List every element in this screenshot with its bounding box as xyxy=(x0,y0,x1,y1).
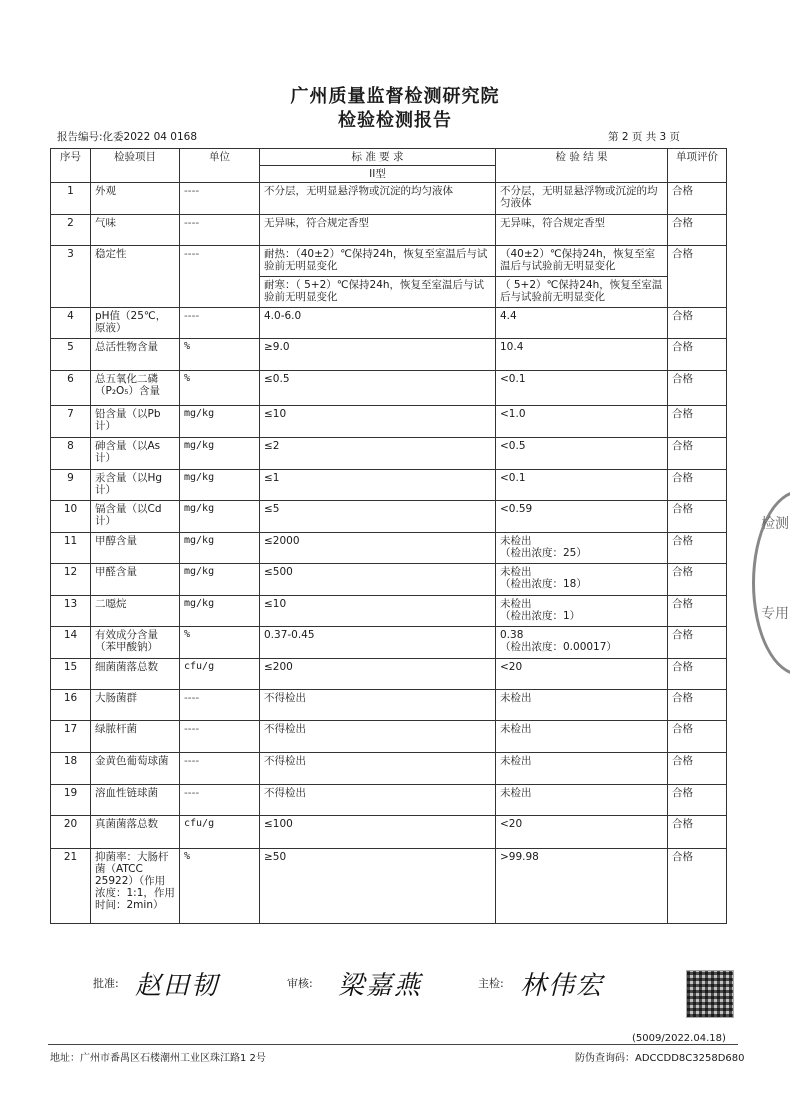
row-item: pH值（25℃，原液） xyxy=(91,308,180,339)
row-evaluation: 合格 xyxy=(668,785,727,816)
row-unit: ---- xyxy=(180,721,260,753)
row-no: 20 xyxy=(51,816,91,849)
header-no: 序号 xyxy=(51,149,91,183)
row-result-note: （检出浓度：0.00017） xyxy=(500,641,617,654)
row-no: 6 xyxy=(51,371,91,406)
row-item: 镉含量（以Cd计） xyxy=(91,501,180,533)
table-row xyxy=(51,627,727,659)
row-item: 稳定性 xyxy=(91,246,180,308)
row-result-cell xyxy=(496,406,668,438)
row-no: 19 xyxy=(51,785,91,816)
row-result-note: （检出浓度：1） xyxy=(500,610,581,623)
row-result-cell xyxy=(496,533,668,564)
row-no: 11 xyxy=(51,533,91,564)
main-inspector-label: 主检: xyxy=(478,977,504,990)
row-requirement: ≤2000 xyxy=(260,533,496,564)
row-evaluation: 合格 xyxy=(668,690,727,721)
row-result-cell xyxy=(496,596,668,627)
row-result-cell xyxy=(496,785,668,816)
row-requirement: ≤100 xyxy=(260,816,496,849)
row-no: 8 xyxy=(51,438,91,470)
row-unit: ---- xyxy=(180,246,260,308)
table-row xyxy=(51,183,727,215)
row-evaluation: 合格 xyxy=(668,564,727,596)
table-row xyxy=(51,564,727,596)
institute-title: 广州质量监督检测研究院 xyxy=(290,86,500,107)
row-evaluation: 合格 xyxy=(668,339,727,371)
row-unit: mg/kg xyxy=(180,533,260,564)
table-row xyxy=(51,849,727,924)
row-evaluation: 合格 xyxy=(668,596,727,627)
table-row xyxy=(51,308,727,339)
row-requirement: ≤500 xyxy=(260,564,496,596)
table-row xyxy=(51,753,727,785)
table-row xyxy=(51,690,727,721)
row-result: 10.4 xyxy=(500,341,524,354)
row-result-cell xyxy=(496,215,668,246)
row-unit: mg/kg xyxy=(180,438,260,470)
row-requirement-2: 耐寒：（ 5+2）℃保持24h，恢复至室温后与试验前无明显变化 xyxy=(260,277,496,308)
row-result: 未检出 xyxy=(500,692,532,705)
row-result-note: （检出浓度：25） xyxy=(500,547,587,560)
row-result-cell xyxy=(496,753,668,785)
row-result: <0.1 xyxy=(500,373,526,386)
row-evaluation: 合格 xyxy=(668,215,727,246)
table-row xyxy=(51,501,727,533)
row-no: 10 xyxy=(51,501,91,533)
row-no: 14 xyxy=(51,627,91,659)
row-result-cell xyxy=(496,339,668,371)
row-item: 抑菌率：大肠杆菌（ATCC 25922）（作用浓度：1:1，作用时间：2min） xyxy=(91,849,180,924)
row-evaluation: 合格 xyxy=(668,183,727,215)
table-row xyxy=(51,533,727,564)
row-requirement: 0.37-0.45 xyxy=(260,627,496,659)
row-result-cell xyxy=(496,849,668,924)
row-requirement: 不得检出 xyxy=(260,690,496,721)
row-requirement: ≤200 xyxy=(260,659,496,690)
approve-label: 批准: xyxy=(93,977,119,990)
row-evaluation: 合格 xyxy=(668,659,727,690)
row-requirement: 耐热：（40±2）℃保持24h，恢复至室温后与试验前无明显变化 xyxy=(260,246,496,277)
table-row xyxy=(51,371,727,406)
row-unit: mg/kg xyxy=(180,501,260,533)
row-result-cell xyxy=(496,438,668,470)
header-eval: 单项评价 xyxy=(668,149,727,183)
row-no: 9 xyxy=(51,470,91,501)
row-result: 未检出 xyxy=(500,566,532,579)
row-item: 总活性物含量 xyxy=(91,339,180,371)
form-version: (5009/2022.04.18) xyxy=(632,1033,726,1044)
row-evaluation: 合格 xyxy=(668,533,727,564)
header-unit: 单位 xyxy=(180,149,260,183)
row-item: 外观 xyxy=(91,183,180,215)
row-item: 有效成分含量（苯甲酸钠） xyxy=(91,627,180,659)
address: 地址：广州市番禺区石楼潮州工业区珠江路1 2号 xyxy=(50,1053,266,1064)
row-result-cell xyxy=(496,371,668,406)
row-requirement: ≤2 xyxy=(260,438,496,470)
row-item: 细菌菌落总数 xyxy=(91,659,180,690)
row-requirement: 不分层，无明显悬浮物或沉淀的均匀液体 xyxy=(260,183,496,215)
row-requirement: 不得检出 xyxy=(260,753,496,785)
row-evaluation: 合格 xyxy=(668,816,727,849)
row-result-cell xyxy=(496,183,668,215)
row-result: >99.98 xyxy=(500,851,539,864)
anticounterfeit-code: 防伪查询码：ADCCDD8C3258D680 xyxy=(575,1053,745,1064)
row-unit: ---- xyxy=(180,308,260,339)
row-result: 未检出 xyxy=(500,535,532,548)
table-row xyxy=(51,438,727,470)
table-row xyxy=(51,596,727,627)
row-evaluation: 合格 xyxy=(668,246,727,308)
row-result: <20 xyxy=(500,661,523,674)
row-result: 4.4 xyxy=(500,310,517,323)
row-requirement: ≥50 xyxy=(260,849,496,924)
row-no: 13 xyxy=(51,596,91,627)
table-row xyxy=(51,215,727,246)
row-no: 4 xyxy=(51,308,91,339)
row-item: 汞含量（以Hg计） xyxy=(91,470,180,501)
row-item: 大肠菌群 xyxy=(91,690,180,721)
row-result: 未检出 xyxy=(500,755,532,768)
row-unit: ---- xyxy=(180,753,260,785)
footer-rule xyxy=(48,1044,738,1045)
report-title: 检验检测报告 xyxy=(338,110,452,131)
row-unit: mg/kg xyxy=(180,564,260,596)
results-table xyxy=(50,148,727,924)
row-no: 15 xyxy=(51,659,91,690)
row-no: 12 xyxy=(51,564,91,596)
row-item: 总五氧化二磷（P₂O₅）含量 xyxy=(91,371,180,406)
row-item: 绿脓杆菌 xyxy=(91,721,180,753)
row-requirement: ≥9.0 xyxy=(260,339,496,371)
row-no: 1 xyxy=(51,183,91,215)
row-no: 17 xyxy=(51,721,91,753)
row-unit: mg/kg xyxy=(180,470,260,501)
row-result-cell xyxy=(496,501,668,533)
row-item: 甲醛含量 xyxy=(91,564,180,596)
row-requirement: 无异味，符合规定香型 xyxy=(260,215,496,246)
row-result-note: （检出浓度：18） xyxy=(500,578,587,591)
table-row xyxy=(51,785,727,816)
row-result-cell xyxy=(496,564,668,596)
row-unit: % xyxy=(180,339,260,371)
row-item: 砷含量（以As计） xyxy=(91,438,180,470)
row-result-cell xyxy=(496,627,668,659)
row-requirement: ≤10 xyxy=(260,406,496,438)
row-result: <0.1 xyxy=(500,472,526,485)
row-requirement: 4.0-6.0 xyxy=(260,308,496,339)
table-row xyxy=(51,470,727,501)
row-item: 金黄色葡萄球菌 xyxy=(91,753,180,785)
table-row xyxy=(51,339,727,371)
row-evaluation: 合格 xyxy=(668,406,727,438)
header-item: 检验项目 xyxy=(91,149,180,183)
row-result: 未检出 xyxy=(500,598,532,611)
row-result: <1.0 xyxy=(500,408,526,421)
review-signature: 梁嘉燕 xyxy=(338,971,423,1001)
main-inspector-signature: 林伟宏 xyxy=(520,971,605,1001)
table-row xyxy=(51,721,727,753)
page-indicator: 第 2 页 共 3 页 xyxy=(608,131,681,143)
row-result: <20 xyxy=(500,818,523,831)
row-item: 气味 xyxy=(91,215,180,246)
row-evaluation: 合格 xyxy=(668,721,727,753)
row-result-cell xyxy=(496,659,668,690)
row-evaluation: 合格 xyxy=(668,753,727,785)
row-no: 21 xyxy=(51,849,91,924)
row-result: 0.38 xyxy=(500,629,524,642)
report-number: 报告编号:化委2022 04 0168 xyxy=(57,131,198,143)
row-result-cell xyxy=(496,721,668,753)
row-evaluation: 合格 xyxy=(668,627,727,659)
row-item: 二噁烷 xyxy=(91,596,180,627)
row-no: 18 xyxy=(51,753,91,785)
row-requirement: 不得检出 xyxy=(260,721,496,753)
row-result: 未检出 xyxy=(500,787,532,800)
table-row xyxy=(51,816,727,849)
row-no: 7 xyxy=(51,406,91,438)
row-result-2: （ 5+2）℃保持24h，恢复至室温后与试验前无明显变化 xyxy=(496,277,668,308)
row-requirement: ≤0.5 xyxy=(260,371,496,406)
row-no: 5 xyxy=(51,339,91,371)
row-unit: % xyxy=(180,371,260,406)
row-result-cell xyxy=(496,470,668,501)
table-row xyxy=(51,246,727,277)
row-no: 3 xyxy=(51,246,91,308)
row-requirement: ≤5 xyxy=(260,501,496,533)
review-label: 审核: xyxy=(287,977,313,990)
row-unit: % xyxy=(180,849,260,924)
row-requirement: ≤1 xyxy=(260,470,496,501)
row-unit: mg/kg xyxy=(180,596,260,627)
row-no: 2 xyxy=(51,215,91,246)
row-evaluation: 合格 xyxy=(668,308,727,339)
table-row xyxy=(51,659,727,690)
inspection-seal: 检测 专用 xyxy=(752,490,790,676)
row-result-cell xyxy=(496,690,668,721)
row-evaluation: 合格 xyxy=(668,438,727,470)
row-item: 真菌菌落总数 xyxy=(91,816,180,849)
row-unit: mg/kg xyxy=(180,406,260,438)
row-result: <0.5 xyxy=(500,440,526,453)
row-evaluation: 合格 xyxy=(668,470,727,501)
row-requirement: 不得检出 xyxy=(260,785,496,816)
row-unit: ---- xyxy=(180,690,260,721)
row-item: 溶血性链球菌 xyxy=(91,785,180,816)
row-item: 铅含量（以Pb计） xyxy=(91,406,180,438)
row-unit: ---- xyxy=(180,215,260,246)
header-result: 检 验 结 果 xyxy=(496,149,668,183)
row-item: 甲醇含量 xyxy=(91,533,180,564)
row-unit: cfu/g xyxy=(180,816,260,849)
row-result-cell xyxy=(496,816,668,849)
row-result: <0.59 xyxy=(500,503,533,516)
row-result: （40±2）℃保持24h，恢复至室温后与试验前无明显变化 xyxy=(496,246,668,277)
row-unit: cfu/g xyxy=(180,659,260,690)
row-unit: ---- xyxy=(180,785,260,816)
row-evaluation: 合格 xyxy=(668,371,727,406)
row-evaluation: 合格 xyxy=(668,501,727,533)
row-result: 无异味，符合规定香型 xyxy=(500,217,605,230)
header-type: II型 xyxy=(260,166,496,183)
row-unit: % xyxy=(180,627,260,659)
row-unit: ---- xyxy=(180,183,260,215)
row-no: 16 xyxy=(51,690,91,721)
approve-signature: 赵田韧 xyxy=(135,971,220,1001)
table-row xyxy=(51,406,727,438)
qr-code xyxy=(686,970,734,1018)
row-requirement: ≤10 xyxy=(260,596,496,627)
row-result-cell xyxy=(496,308,668,339)
header-standard: 标 准 要 求 xyxy=(260,149,496,166)
row-evaluation: 合格 xyxy=(668,849,727,924)
row-result: 未检出 xyxy=(500,723,532,736)
row-result: 不分层，无明显悬浮物或沉淀的均匀液体 xyxy=(500,185,658,210)
